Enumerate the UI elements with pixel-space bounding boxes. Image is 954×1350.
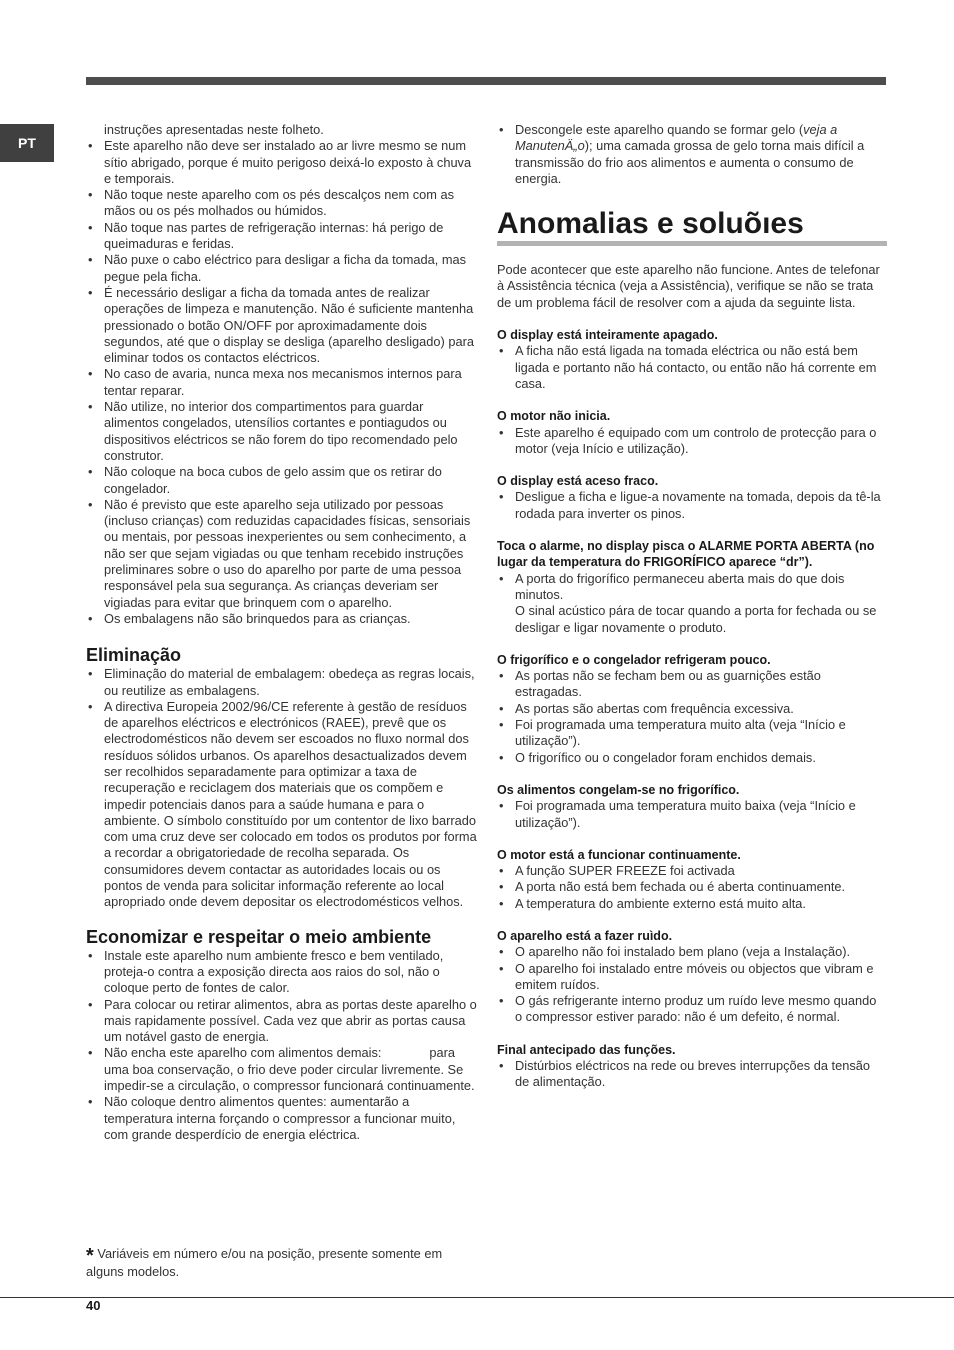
list-item: • Não coloque na boca cubos de gelo assim que os retirar do congelador. xyxy=(86,464,478,497)
list-item: • A temperatura do ambiente externo está muito alta. xyxy=(497,896,887,912)
intro-paragraph: Pode acontecer que este aparelho não funcione. Antes de telefonar à Assistência técnica (veja a Assistência), verifique se não se trata de um problema fácil de resolver com a ajuda da seguinte lista. xyxy=(497,262,880,310)
solution-list xyxy=(497,1058,887,1091)
list-item: • Não puxe o cabo eléctrico para desligar a ficha da tomada, mas pegue pela ficha. xyxy=(86,252,478,285)
right-column xyxy=(497,122,887,1091)
defrost-list xyxy=(497,122,887,187)
item-reference: veja a ManutenÄ„o xyxy=(515,122,838,154)
list-item: • O gás refrigerante interno produz um ruído leve mesmo quando o compressor estiver parado: não é um defeito, é normal. xyxy=(497,993,887,1026)
list-item: • A ficha não está ligada na tomada eléctrica ou não está bem ligada e portanto não há contacto, ou então não há corrente em casa. xyxy=(497,343,887,392)
list-item xyxy=(86,1045,478,1094)
left-column xyxy=(86,122,478,1143)
asterisk-icon: * xyxy=(86,1245,94,1267)
list-item xyxy=(497,122,887,187)
continued-text: instruções apresentadas neste folheto. xyxy=(104,122,324,137)
item-text-end: para uma boa conservação, o frio deve poder circular livremente. Se impedir-se a circulação, o compressor funcionará continuamente. xyxy=(104,1045,475,1094)
item-text-end: ); uma camada grossa de gelo torna mais difícil a transmissão do frio aos alimentos e aumenta o consumo de energia. xyxy=(515,138,865,186)
solution-list xyxy=(497,863,887,912)
item-text-start: Não encha este aparelho com alimentos demais: xyxy=(104,1045,382,1061)
list-item: • O aparelho não foi instalado bem plano (veja a Instalação). xyxy=(497,944,887,960)
list-item: • Distúrbios eléctricos na rede ou breves interrupções da tensão de alimentação. xyxy=(497,1058,887,1091)
item-text: • A porta do frigorífico permaneceu aberta mais do que dois minutos. xyxy=(515,570,845,602)
problem-heading: O motor está a funcionar continuamente. xyxy=(497,847,741,862)
list-item: • Instale este aparelho num ambiente fresco e bem ventilado, proteja-o contra a exposição directa aos raios do sol, não o coloque perto de fontes de calor. xyxy=(86,948,478,997)
list-item: • Este aparelho é equipado com um controlo de protecção para o motor (veja Início e utilização). xyxy=(497,425,887,458)
list-item: • O frigorífico ou o congelador foram enchidos demais. xyxy=(497,750,887,766)
page-number: 40 xyxy=(86,1298,101,1313)
list-item: • Não toque neste aparelho com os pés descalços nem com as mãos ou os pés molhados ou húmidos. xyxy=(86,187,478,220)
solution-list xyxy=(497,489,887,522)
problem-heading: Final antecipado das funções. xyxy=(497,1042,676,1057)
solution-list xyxy=(497,668,887,766)
list-item: • Não utilize, no interior dos compartimentos para guardar alimentos congelados, utensílios cortantes e pontiagudos ou dispositivos eléctricos se não forem do tipo recomendado pelo construtor. xyxy=(86,399,478,464)
problem-heading: O motor não inicia. xyxy=(497,409,611,424)
list-item: • As portas não se fecham bem ou as guarnições estão estragadas. xyxy=(497,668,887,701)
list-item: • Não é previsto que este aparelho seja utilizado por pessoas (incluso crianças) com reduzidas capacidades físicas, sensoriais ou mentais, por pessoas inexperientes ou sem conhecimento, a não ser que sejam vigiadas ou que tenham recebido instruções preliminares sobre o uso do aparelho por parte de uma pessoa responsável pela sua segurança. As crianças deveriam ser vigiadas para evitar que brinquem com o aparelho. xyxy=(86,497,478,611)
list-item: • As portas são abertas com frequência excessiva. xyxy=(497,701,887,717)
list-item: • Foi programada uma temperatura muito alta (veja “Início e utilização”). xyxy=(497,717,887,750)
problem-heading: Os alimentos congelam-se no frigorífico. xyxy=(497,782,740,797)
list-item: • A função SUPER FREEZE foi activada xyxy=(497,863,887,879)
list-item: • A directiva Europeia 2002/96/CE referente à gestão de resíduos de aparelhos eléctricos e electrónicos (RAEE), prevê que os electrodomésticos não devem ser escoados no fluxo normal dos resíduos sólidos urbanos. Os aparelhos desactualizados devem ser recolhidos separadamente para optimizar a taxa de recuperação e reciclagem dos materiais que os compõem e impedir potenciais danos para a saúde humana e para o ambiente. O símbolo constituído por um contentor de lixo barrado com uma cruz deve ser colocado em todos os produtos por forma a recordar a obrigatoriedade de recolha separada. Os consumidores devem contactar as autoridades locais ou os pontos de venda para solicitar informação referente ao local apropriado onde devem depositar os electrodomésticos velhos. xyxy=(86,699,478,911)
problem-heading: O display está aceso fraco. xyxy=(497,474,659,489)
list-item: • Este aparelho não deve ser instalado ao ar livre mesmo se num sítio abrigado, porque é muito perigoso deixá-lo exposto à chuva e temporais. xyxy=(86,138,478,187)
list-item: • Foi programada uma temperatura muito baixa (veja “Início e utilização”). xyxy=(497,798,887,831)
list-item: • No caso de avaria, nunca mexa nos mecanismos internos para tentar reparar. xyxy=(86,366,478,399)
problem-heading: O display está inteiramente apagado. xyxy=(497,328,718,343)
problem-heading: Toca o alarme, no display pisca o ALARME PORTA ABERTA (no lugar da temperatura do FRIGORÍFICO aparece “dr”). xyxy=(497,539,875,570)
environment-list xyxy=(86,948,478,1144)
list-item: • Não coloque dentro alimentos quentes: aumentarão a temperatura interna forçando o compressor a funcionar muito, com grande desperdício de energia eléctrica. xyxy=(86,1094,478,1143)
solution-list xyxy=(497,571,887,636)
list-item xyxy=(497,571,887,636)
list-item: • Não toque nas partes de refrigeração internas: há perigo de queimaduras e feridas. xyxy=(86,220,478,253)
footer-rule xyxy=(0,1297,954,1298)
solution-list xyxy=(497,425,887,458)
item-text-continued: O sinal acústico pára de tocar quando a porta for fechada ou se desligar e ligar novamente o produto. xyxy=(515,603,877,635)
environment-heading: Economizar e respeitar o meio ambiente xyxy=(86,926,432,947)
list-item: • Desligue a ficha e ligue-a novamente na tomada, depois da tê-la rodada para inverter os pinos. xyxy=(497,489,887,522)
safety-list xyxy=(86,138,478,627)
list-item: • Eliminação do material de embalagem: obedeça as regras locais, ou reutilize as embalagens. xyxy=(86,666,478,699)
list-item: • O aparelho foi instalado entre móveis ou objectos que vibram e emitem ruídos. xyxy=(497,961,887,994)
disposal-list xyxy=(86,666,478,910)
footnote-text: Variáveis em número e/ou na posição, presente somente em alguns modelos. xyxy=(86,1246,443,1280)
item-text-start: Descongele este aparelho quando se formar gelo ( xyxy=(515,122,804,137)
page-title: Anomalias e soluõıes xyxy=(497,207,887,246)
solution-list xyxy=(497,944,887,1025)
problem-heading: O aparelho está a fazer ruìdo. xyxy=(497,928,673,943)
list-item: • A porta não está bem fechada ou é aberta continuamente. xyxy=(497,879,887,895)
header-rule xyxy=(86,77,886,85)
list-item: • Os embalagens não são brinquedos para as crianças. xyxy=(86,611,478,627)
solution-list xyxy=(497,343,887,392)
list-item: • Para colocar ou retirar alimentos, abra as portas deste aparelho o mais rapidamente possível. Cada vez que abrir as portas causa um notável gasto de energia. xyxy=(86,997,478,1046)
disposal-heading: Eliminação xyxy=(86,645,182,666)
footnote xyxy=(86,1246,478,1281)
list-item: • É necessário desligar a ficha da tomada antes de realizar operações de limpeza e manutenção. Não é suficiente mantenha pressionado o botão ON/OFF por aproximadamente dois segundos, até que o display se desliga (aparelho desligado) para eliminar todos os contactos eléctricos. xyxy=(86,285,478,366)
language-tab: PT xyxy=(0,124,54,162)
problem-heading: O frigorífico e o congelador refrigeram pouco. xyxy=(497,652,771,667)
solution-list xyxy=(497,798,887,831)
